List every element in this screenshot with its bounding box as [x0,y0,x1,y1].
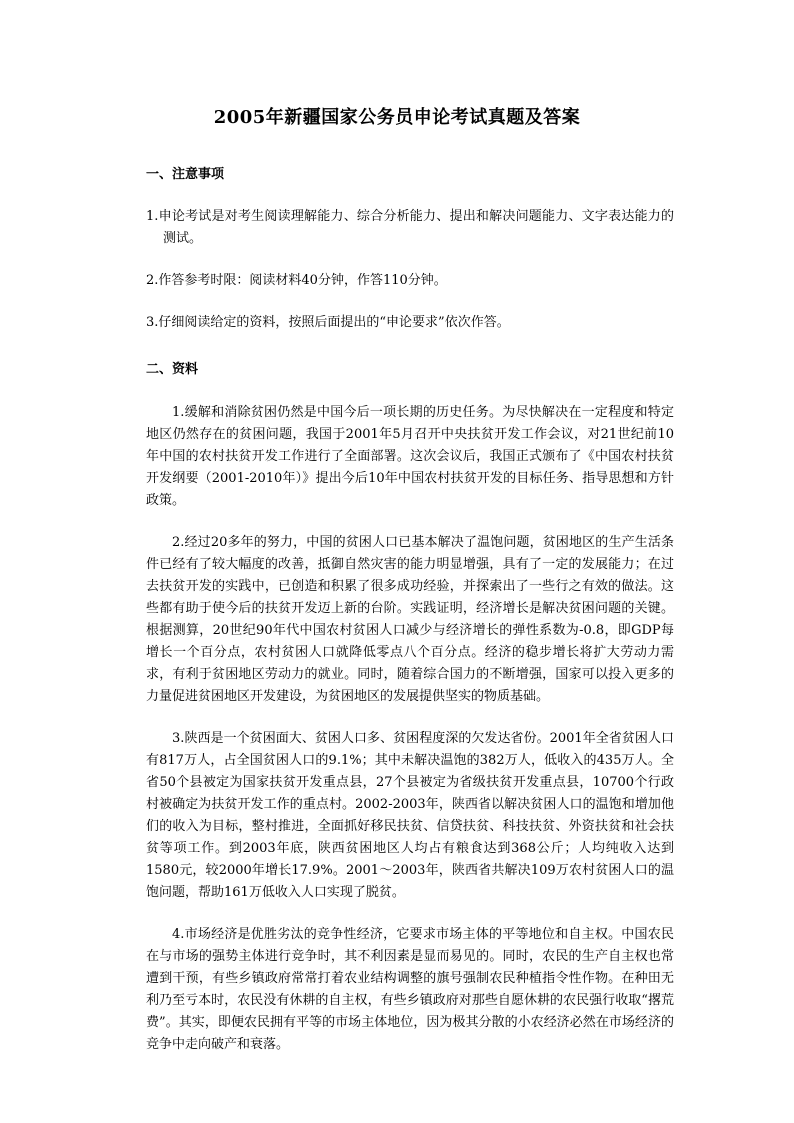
notice-item: 3.仔细阅读给定的资料，按照后面提出的“申论要求”依次作答。 [146,315,510,330]
material-paragraph: 1.缓解和消除贫困仍然是中国今后一项长期的历史任务。为尽快解决在一定程度和特定地区仍然存在的贫困问题，我国于2001年5月召开中央扶贫开发工作会议，对21世纪前10年中国的农村扶贫开发工作进行了全面部署。这次会议后，我国正式颁布了《中国农村扶贫开发纲要（2001-2010年）》提出今后10年中国农村扶贫开发的目标任务、指导思想和方针政策。 [146,405,674,508]
material-paragraph: 4.市场经济是优胜劣汰的竞争性经济，它要求市场主体的平等地位和自主权。中国农民在与市场的强势主体进行竞争时，其不利因素是显而易见的。同时，农民的生产自主权也常遭到干预，有些乡镇政府常常打着农业结构调整的旗号强制农民种植指令性作物。在种田无利乃至亏本时，农民没有休耕的自主权，有些乡镇政府对那些自愿休耕的农民强行收取“撂荒费”。其实，即便农民拥有平等的市场主体地位，因为极其分散的小农经济必然在市场经济的竞争中走向破产和衰落。 [146,927,674,1052]
material-paragraph: 3.陕西是一个贫困面大、贫困人口多、贫困程度深的欠发达省份。2001年全省贫困人口有817万人，占全国贫困人口的9.1%；其中未解决温饱的382万人，低收入的435万人。全省50个县被定为国家扶贫开发重点县，27个县被定为省级扶贫开发重点县，10700个行政村被确定为扶贫开发工作的重点村。2002-2003年，陕西省以解决贫困人口的温饱和增加他们的收入为目标，整村推进，全面抓好移民扶贫、信贷扶贫、科技扶贫、外资扶贫和社会扶贫等项工作。到2003年底，陕西贫困地区人均占有粮食达到368公斤；人均纯收入达到1580元，较2000年增长17.9%。2001～2003年，陕西省共解决109万农村贫困人口的温饱问题，帮助161万低收入人口实现了脱贫。 [146,731,674,900]
section-heading-notices: 一、注意事项 [146,167,225,182]
notice-item: 1.申论考试是对考生阅读理解能力、综合分析能力、提出和解决问题能力、文字表达能力的测试。 [146,209,674,246]
material-paragraph: 2.经过20多年的努力，中国的贫困人口已基本解决了温饱问题，贫困地区的生产生活条件已经有了较大幅度的改善，抵御自然灾害的能力明显增强，具有了一定的发展能力；在过去扶贫开发的实践中，已创造和积累了很多成功经验，并探索出了一些行之有效的做法。这些都有助于使今后的扶贫开发迈上新的台阶。实践证明，经济增长是解决贫困问题的关键。根据测算，20世纪90年代中国农村贫困人口减少与经济增长的弹性系数为-0.8，即GDP每增长一个百分点，农村贫困人口就降低零点八个百分点。经济的稳步增长将扩大劳动力需求，有利于贫困地区劳动力的就业。同时，随着综合国力的不断增强，国家可以投入更多的力量促进贫困地区开发建设，为贫困地区的发展提供坚实的物质基础。 [146,535,674,704]
document-title: 2005年新疆国家公务员申论考试真题及答案 [213,107,581,128]
section-heading-materials: 二、资料 [146,362,199,377]
notice-item: 2.作答参考时限：阅读材料40分钟，作答110分钟。 [146,273,447,288]
